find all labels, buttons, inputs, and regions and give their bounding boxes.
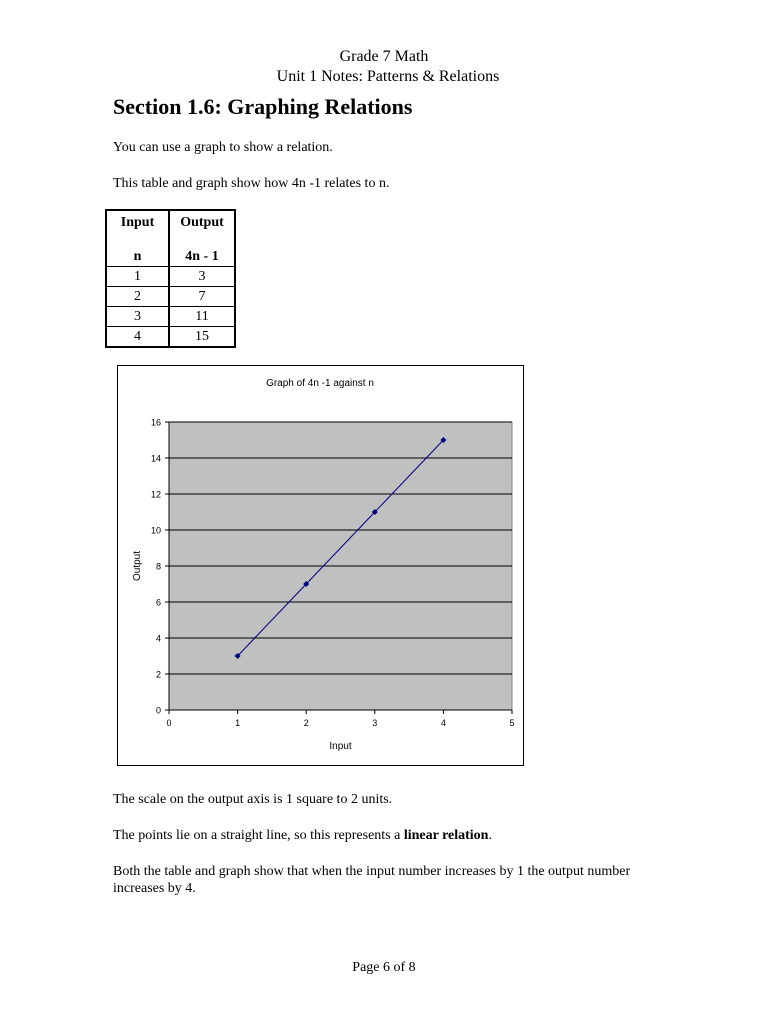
x-tick-label: 3: [372, 718, 378, 728]
y-tick-label: 4: [155, 633, 161, 644]
x-tick-label: 2: [303, 718, 309, 728]
conclusion-paragraph: Both the table and graph show that when the input number increases by 1 the output number increases by 4.: [113, 864, 631, 896]
y-tick-label: 16: [150, 417, 161, 428]
input-cell: 3: [106, 307, 169, 327]
x-tick-label: 4: [440, 718, 446, 728]
document-header-title: Grade 7 Math: [339, 48, 429, 65]
intro-paragraph: You can use a graph to show a relation.: [113, 140, 333, 155]
document-header-subtitle: Unit 1 Notes: Patterns & Relations: [276, 68, 500, 85]
input-header-variable: n: [133, 249, 142, 264]
y-tick-label: 0: [155, 705, 161, 716]
table-row: [106, 307, 235, 327]
linear-text-before: The points lie on a straight line, so this represents a: [113, 828, 404, 843]
y-tick-label: 10: [150, 525, 161, 536]
y-axis-ticks: [151, 418, 169, 716]
page-number: Page 6 of 8: [352, 960, 416, 975]
chart-canvas: [118, 366, 523, 765]
table-row: [106, 267, 235, 287]
x-tick-label: 1: [235, 718, 241, 728]
output-header-expression: 4n - 1: [185, 249, 219, 264]
y-tick-label: 2: [155, 669, 161, 680]
input-column-header: [106, 210, 169, 267]
table-row: [106, 287, 235, 307]
table-intro-paragraph: This table and graph show how 4n -1 relates to n.: [113, 176, 390, 191]
relation-chart: [117, 365, 524, 766]
output-header-label: Output: [180, 215, 224, 230]
y-tick-label: 6: [155, 597, 161, 608]
y-tick-label: 8: [155, 561, 161, 572]
linear-relation-term: linear relation: [403, 828, 489, 843]
output-cell: 3: [169, 267, 235, 287]
output-column-header: [169, 210, 235, 267]
output-cell: 11: [169, 307, 235, 327]
x-axis-label: Input: [329, 741, 352, 752]
input-cell: 4: [106, 327, 169, 348]
y-tick-label: 12: [150, 489, 161, 500]
table-row: [106, 327, 235, 348]
x-tick-label: 0: [166, 718, 172, 728]
relation-table: [105, 209, 236, 348]
section-title: Section 1.6: Graphing Relations: [113, 94, 413, 119]
linear-relation-paragraph: [113, 827, 492, 844]
x-axis-ticks: [166, 710, 514, 728]
input-cell: 1: [106, 267, 169, 287]
linear-text-after: .: [488, 828, 492, 843]
table-header-row: [106, 210, 235, 267]
y-tick-label: 14: [150, 453, 161, 464]
chart-title: Graph of 4n -1 against n: [266, 378, 374, 389]
input-cell: 2: [106, 287, 169, 307]
y-axis-label: Output: [132, 550, 143, 582]
output-cell: 7: [169, 287, 235, 307]
output-cell: 15: [169, 327, 235, 348]
input-header-label: Input: [120, 215, 155, 230]
x-tick-label: 5: [509, 718, 515, 728]
scale-paragraph: The scale on the output axis is 1 square to 2 units.: [113, 792, 393, 807]
